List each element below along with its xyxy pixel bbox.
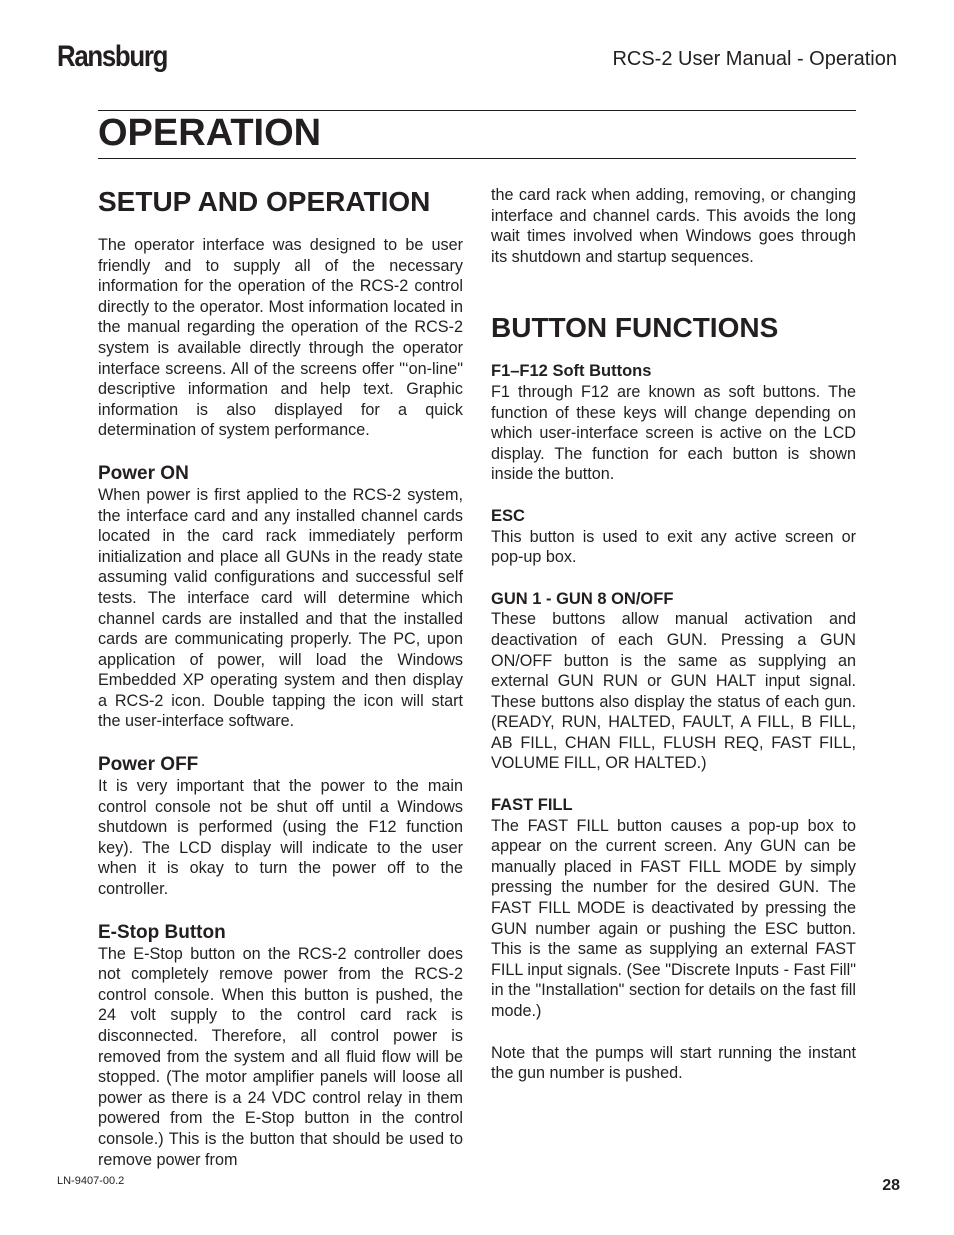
title-rule — [98, 158, 856, 159]
soft-buttons-heading: F1–F12 Soft Buttons — [491, 362, 652, 381]
power-on-heading: Power ON — [98, 462, 189, 484]
top-rule — [98, 110, 856, 111]
setup-operation-heading: SETUP AND OPERATION — [98, 186, 431, 217]
right-column — [491, 185, 856, 1084]
power-off-paragraph: It is very important that the power to the main control console not be shut off until a Windows shutdown is performed (using the F12 function key). The LCD display will indicate to the user when it is okay to turn the power off to the controller. — [98, 777, 463, 899]
left-column — [98, 185, 463, 1170]
gun-onoff-heading: GUN 1 - GUN 8 ON/OFF — [491, 589, 674, 608]
esc-paragraph: This button is used to exit any active screen or pop-up box. — [491, 527, 856, 567]
power-on-paragraph: When power is first applied to the RCS-2 system, the interface card and any installed channel cards located in the card rack immediately perform initialization and place all GUNs in the ready state assuming valid configurations and successful self tests. The interface card will determine which channel cards are installed and that the installed cards are communicating properly. The PC, upon application of power, will load the Windows Embedded XP operating system and then display a RCS-2 icon. Double tapping the icon will start the user-interface software. — [98, 485, 463, 731]
section-title: OPERATION — [98, 112, 322, 154]
page-number: 28 — [882, 1177, 900, 1194]
document-code: LN-9407-00.2 — [57, 1175, 125, 1187]
fast-fill-heading: FAST FILL — [491, 796, 573, 815]
estop-paragraph: The E-Stop button on the RCS-2 controller does not completely remove power from the RCS-2 control console. When this button is pushed, the 24 volt supply to the control card rack is disconnected. Therefore, all control power is removed from the system and all fluid flow will be stopped. (The motor amplifier panels will loose all power as there is a 24 VDC control relay in them powered from the E-Stop button in the control console.) This is the button that should be used to remove power from — [98, 944, 463, 1169]
estop-continued-paragraph: the card rack when adding, removing, or changing interface and channel cards. This avoids the long wait times involved when Windows goes through its shutdown and startup sequences. — [491, 186, 856, 266]
gun-onoff-paragraph: These buttons allow manual activation and deactivation of each GUN. Pressing a GUN ON/OFF button is the same as supplying an external GUN RUN or GUN HALT input signal. These buttons also display the status of each gun. (READY, RUN, HALTED, FAULT, A FILL, B FILL, AB FILL, CHAN FILL, FLUSH REQ, FAST FILL, VOLUME FILL, OR HALTED.) — [491, 610, 856, 773]
estop-heading: E-Stop Button — [98, 921, 226, 943]
esc-heading: ESC — [491, 506, 525, 525]
running-head: RCS-2 User Manual - Operation — [612, 48, 897, 70]
fast-fill-paragraph: The FAST FILL button causes a pop-up box to appear on the current screen. Any GUN can be manually placed in FAST FILL MODE by simply pressing the number for the desired GUN. The FAST FILL MODE is deactivated by pressing the GUN number again or pushing the ESC button. This is the same as supplying an external FAST FILL input signals. (See "Discrete Inputs - Fast Fill" in the "Installation" section for details on the fast fill mode.) — [491, 816, 856, 1020]
power-off-heading: Power OFF — [98, 754, 199, 776]
intro-paragraph: The operator interface was designed to be user friendly and to supply all of the necessary information for the operation of the RCS-2 control directly to the operator. Most information located in the manual regarding the operation of the RCS-2 system is available directly through the operator interface screens. All of the screens offer "‘on-line" descriptive information and help text. Graphic information is also displayed for a quick determination of system performance. — [98, 236, 463, 440]
brand-logo: Ransburg — [57, 40, 168, 73]
pump-note-paragraph: Note that the pumps will start running the instant the gun number is pushed. — [491, 1043, 856, 1083]
button-functions-heading: BUTTON FUNCTIONS — [491, 312, 779, 344]
soft-buttons-paragraph: F1 through F12 are known as soft buttons. The function of these keys will change depending on which user-interface screen is active on the LCD display. The function for each button is shown inside the button. — [491, 382, 856, 484]
